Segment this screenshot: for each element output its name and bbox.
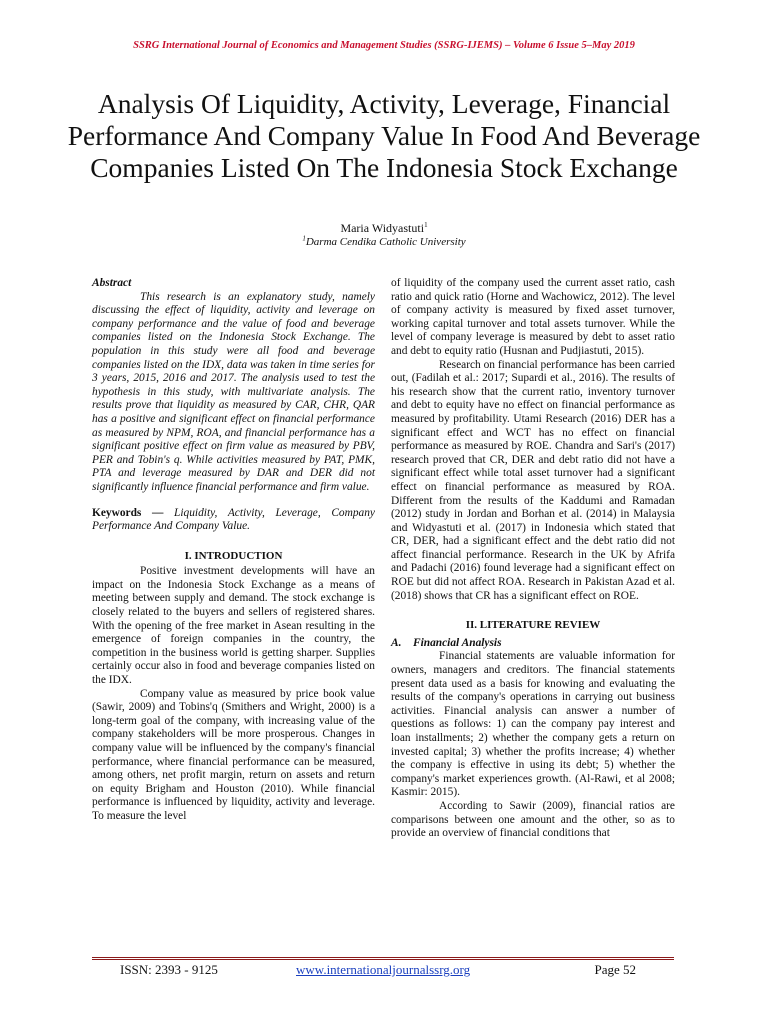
subsection-letter: A. — [391, 636, 402, 649]
section-heading-literature: II. LITERATURE REVIEW — [465, 619, 601, 632]
section-heading-introduction: I. INTRODUCTION — [184, 549, 283, 562]
author-superscript: 1 — [424, 221, 428, 229]
keywords-text: Liquidity, Activity, Leverage, Company Performance And Company Value. — [92, 506, 375, 533]
author-name: Maria Widyastuti — [340, 221, 425, 235]
intro-paragraph-4: Research on financial performance has been carried out, (Fadilah et al.: 2017; Supardi et al., 2016). The results of his research show that the current ratio, inventory turnover and debt to equity have no effect on financial performance as measured by profitability. Utami Research (2016) DER has a significant effect and WCT has no effect on financial performance as measured by ROE. Chandra and Sari's (2017) research proved that CR, DER and debt ratio did not have a significant effect while total asset turnover had a significant effect on financial performance as measured by ROA. Different from the results of the Kaddumi and Ramadan (2012) study in Jordan and Borhan et al. (2014) in Malaysia and Widyastuti et al. (2017) in Indonesia which stated that CR, DER, had a significant effect and the debt ratio did not affect financial performance. Research in the UK by Afrifa and Padachi (2016) found leverage had a significant effect on ROE but did not affect ROA. Research in Pakistan Azad et al. (2018) shows that CR has a significant effect on ROE. — [391, 358, 675, 602]
abstract-heading: Abstract — [92, 277, 132, 289]
subsection-heading-financial-analysis — [391, 637, 675, 651]
keywords — [92, 507, 375, 534]
right-column — [391, 277, 675, 841]
footer-url-link[interactable]: www.internationaljournalssrg.org — [296, 962, 471, 977]
footer-issn: ISSN: 2393 - 9125 — [120, 962, 218, 977]
left-column — [92, 277, 375, 824]
subsection-title: Financial Analysis — [413, 636, 502, 649]
intro-paragraph-1: Positive investment developments will have an impact on the Indonesia Stock Exchange as a means of meeting between supply and demand. The stock exchange is closely related to the buyers and sellers of registered shares. With the opening of the free market in Asean resulting in the emergence of foreign companies in the country, the competition in the business world is getting sharper. Supplies certainly occur also in food and beverage companies listed on the IDX. — [92, 565, 375, 687]
footer-page-number: Page 52 — [594, 962, 636, 977]
affiliation: Darma Cendika Catholic University — [305, 236, 466, 248]
footer-divider — [92, 957, 674, 960]
literature-paragraph-1: Financial statements are valuable information for owners, managers and creditors. The financial statements present data used as a basis for knowing and evaluating the results of the company's operations in carrying out business activities. Financial analysis can answer a number of questions as follows: 1) can the company pay interest and loan installments; 2) whether the company gets a return on invested capital; 3) whether the profits increase; 4) whether the company is effective in using its debt; 5) whether the company's market experiences growth. (Al-Rawi, et al 2008; Kasmir: 2015). — [391, 650, 675, 799]
paper-title: Analysis Of Liquidity, Activity, Leverage, Financial Performance And Company Value In Food And Beverage Companies Listed On The Indonesia Stock Exchange — [67, 88, 701, 183]
abstract-text: This research is an explanatory study, namely discussing the effect of liquidity, activity and leverage on company performance and the value of food and beverage companies listed on the Indonesia Stock Exchange. The population in this study were all food and beverage companies listed on the IDX, data was taken in time series for 3 years, 2015, 2016 and 2017. The analysis used to test the hypothesis in this study, with multivariate analysis. The results prove that liquidity as measured by CAR, CHR, QAR has a positive and significant effect on financial performance as measured by NPM, ROA, and financial performance has a significant positive effect on firm value as measured by PBV, PER and Tobin's q. While activities measured by PAT, PMK, PTA and leverage measured by DAR and DER did not significantly influence financial performance and firm value. — [92, 290, 375, 493]
affiliation-line — [0, 236, 768, 248]
keywords-label: Keywords — — [92, 506, 164, 519]
literature-paragraph-2: According to Sawir (2009), financial ratios are comparisons between one amount and the other, so as to provide an overview of financial conditions that — [391, 799, 675, 840]
journal-header: SSRG International Journal of Economics and Management Studies (SSRG-IJEMS) – Volume 6 Issue 5–May 2019 — [133, 40, 635, 51]
intro-paragraph-3: of liquidity of the company used the current asset ratio, cash ratio and quick ratio (Horne and Wachowicz, 2012). The level of company activity is measured by fixed asset turnover, working capital turnover and total assets turnover. While the level of company leverage is measured by debt to asset ratio and debt to equity ratio (Husnan and Pudjiastuti, 2015). — [391, 277, 675, 357]
intro-paragraph-2: Company value as measured by price book value (Sawir, 2009) and Tobins'q (Smithers and Wright, 2000) is a long-term goal of the company, with increasing value of the company stakeholders will be more prosperous. Changes in company value will be influenced by the company's financial performance, where financial performance can be measured, among others, net profit margin, return on assets and return on equity Brigham and Houston (2010). While financial performance is influenced by liquidity, activity and leverage. To measure the level — [92, 687, 375, 822]
author-line — [0, 221, 768, 236]
affiliation-superscript: 1 — [302, 234, 306, 243]
